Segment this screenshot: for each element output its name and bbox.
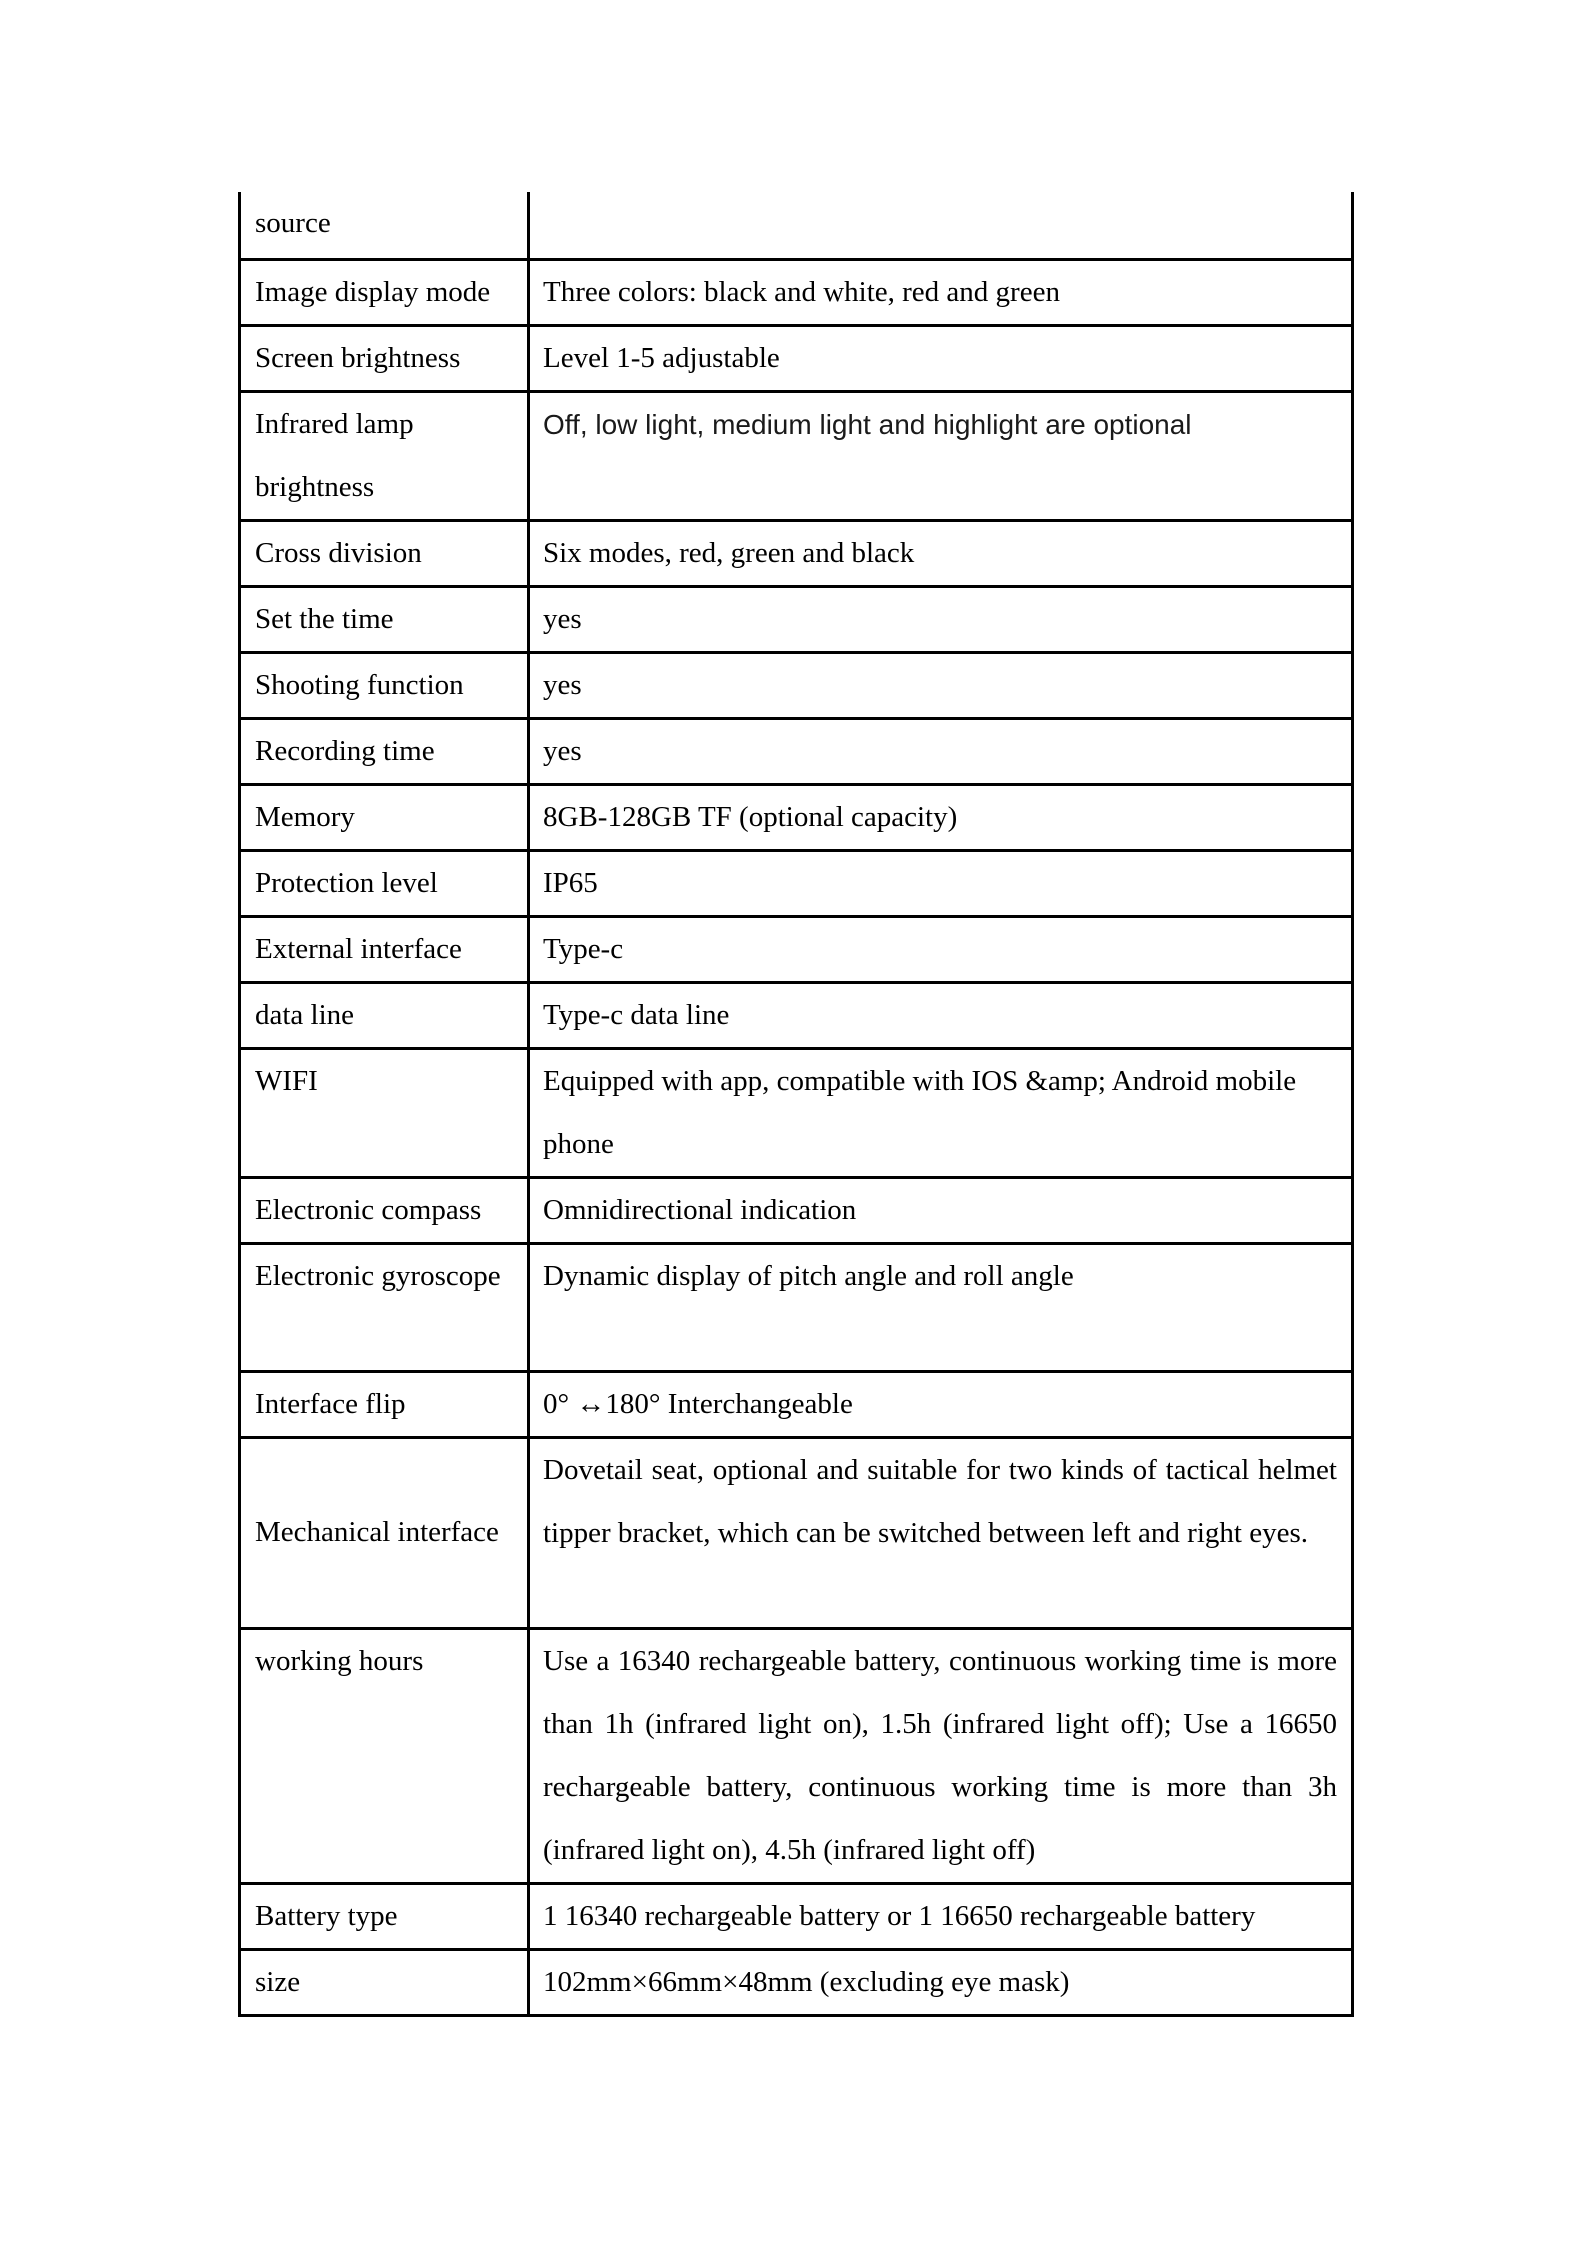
spec-label: Screen brightness	[240, 325, 529, 391]
spec-value: Equipped with app, compatible with IOS &amp; Android mobile phone	[529, 1048, 1353, 1177]
spec-label: Interface flip	[240, 1371, 529, 1437]
table-row	[240, 391, 1353, 520]
spec-value: 8GB-128GB TF (optional capacity)	[529, 784, 1353, 850]
spec-value: Type-c	[529, 916, 1353, 982]
spec-value: Level 1-5 adjustable	[529, 325, 1353, 391]
table-row	[240, 520, 1353, 586]
spec-value: Use a 16340 rechargeable battery, continuous working time is more than 1h (infrared light on), 1.5h (infrared light off); Use a 16650 rechargeable battery, continuous working time is more than 3h (infrared light on), 4.5h (infrared light off)	[529, 1628, 1353, 1883]
table-row	[240, 652, 1353, 718]
spec-value: Six modes, red, green and black	[529, 520, 1353, 586]
spec-label: Set the time	[240, 586, 529, 652]
spec-label: size	[240, 1949, 529, 2015]
spec-value: IP65	[529, 850, 1353, 916]
spec-value: Omnidirectional indication	[529, 1177, 1353, 1243]
table-row	[240, 1243, 1353, 1371]
spec-value: Dovetail seat, optional and suitable for two kinds of tactical helmet tipper bracket, which can be switched between left and right eyes.	[529, 1437, 1353, 1628]
spec-label: Cross division	[240, 520, 529, 586]
table-row	[240, 1883, 1353, 1949]
specifications-table	[238, 192, 1354, 2017]
table-row	[240, 982, 1353, 1048]
table-row	[240, 586, 1353, 652]
spec-value: Type-c data line	[529, 982, 1353, 1048]
table-row	[240, 1048, 1353, 1177]
spec-label: Mechanical interface	[240, 1437, 529, 1628]
spec-value	[529, 192, 1353, 259]
spec-value: 1 16340 rechargeable battery or 1 16650 rechargeable battery	[529, 1883, 1353, 1949]
table-row	[240, 784, 1353, 850]
spec-value: yes	[529, 586, 1353, 652]
spec-label: Image display mode	[240, 259, 529, 325]
table-row	[240, 1177, 1353, 1243]
spec-value: Three colors: black and white, red and green	[529, 259, 1353, 325]
table-row	[240, 1949, 1353, 2015]
spec-label: Memory	[240, 784, 529, 850]
table-row	[240, 718, 1353, 784]
spec-label: source	[240, 192, 529, 259]
spec-value: 102mm×66mm×48mm (excluding eye mask)	[529, 1949, 1353, 2015]
table-row	[240, 1437, 1353, 1628]
spec-label: Shooting function	[240, 652, 529, 718]
spec-value: Dynamic display of pitch angle and roll angle	[529, 1243, 1353, 1371]
spec-label: Protection level	[240, 850, 529, 916]
spec-label: Recording time	[240, 718, 529, 784]
spec-label: data line	[240, 982, 529, 1048]
spec-label: working hours	[240, 1628, 529, 1883]
spec-label: Battery type	[240, 1883, 529, 1949]
table-row	[240, 1371, 1353, 1437]
spec-value: 0° ↔180° Interchangeable	[529, 1371, 1353, 1437]
spec-value: Off, low light, medium light and highlight are optional	[529, 391, 1353, 520]
table-row	[240, 850, 1353, 916]
spec-value: yes	[529, 652, 1353, 718]
table-row	[240, 1628, 1353, 1883]
table-row	[240, 916, 1353, 982]
table-row	[240, 325, 1353, 391]
spec-label: External interface	[240, 916, 529, 982]
table-row	[240, 192, 1353, 259]
spec-label: Electronic compass	[240, 1177, 529, 1243]
table-row	[240, 259, 1353, 325]
spec-value: yes	[529, 718, 1353, 784]
spec-label: Electronic gyroscope	[240, 1243, 529, 1371]
spec-label: WIFI	[240, 1048, 529, 1177]
spec-label: Infrared lamp brightness	[240, 391, 529, 520]
